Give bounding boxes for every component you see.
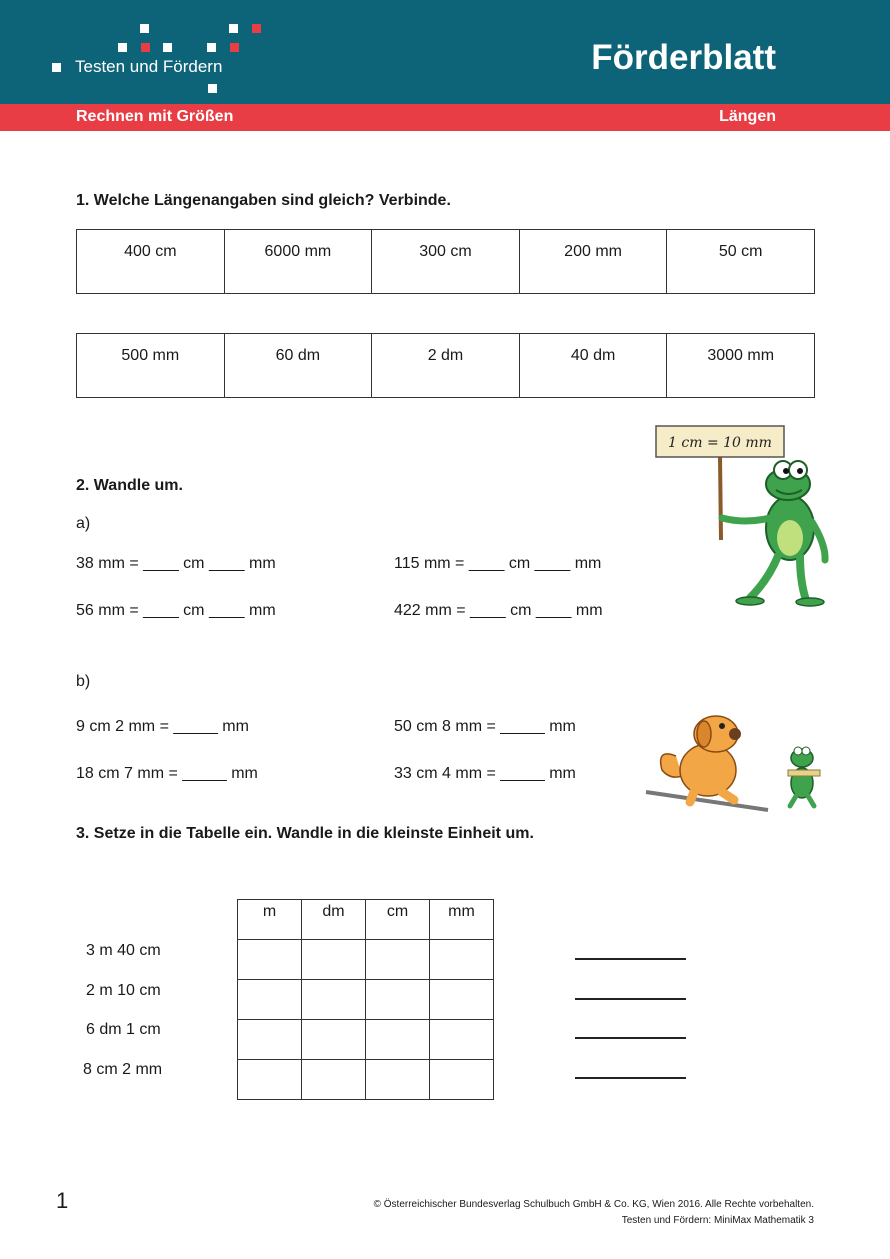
sign-post <box>720 456 721 540</box>
logo-text: Testen und Fördern <box>75 57 223 76</box>
conversion-exercise[interactable]: 33 cm 4 mm = _____ mm <box>394 765 576 782</box>
unit-column-header: cm <box>366 900 430 940</box>
logo-square <box>208 84 217 93</box>
page-number: 1 <box>56 1188 69 1213</box>
subtopic-label: Längen <box>719 108 776 125</box>
table-cell[interactable] <box>238 1020 302 1060</box>
table-cell[interactable] <box>302 940 366 980</box>
conversion-exercise[interactable]: 50 cm 8 mm = _____ mm <box>394 718 576 735</box>
sign-text: 1 cm = 10 mm <box>668 435 772 451</box>
table-row-label: 6 dm 1 cm <box>86 1021 161 1038</box>
unit-table <box>237 899 494 1100</box>
table-cell[interactable] <box>302 1060 366 1100</box>
small-frog-eye <box>802 747 810 755</box>
conversion-exercise[interactable]: 56 mm = ____ cm ____ mm <box>76 602 276 619</box>
publication-reference: Testen und Fördern: MiniMax Mathematik 3 <box>621 1215 814 1226</box>
topic-label: Rechnen mit Größen <box>76 108 234 125</box>
dog-tail <box>661 754 682 777</box>
frog-arm <box>722 518 770 521</box>
table-cell[interactable] <box>366 1020 430 1060</box>
conversion-exercise[interactable]: 38 mm = ____ cm ____ mm <box>76 555 276 572</box>
logo-square <box>141 43 150 52</box>
table-cell[interactable] <box>238 940 302 980</box>
length-box[interactable]: 200 mm <box>519 230 667 294</box>
length-box[interactable]: 6000 mm <box>224 230 372 294</box>
dog-nose <box>729 728 741 740</box>
length-box[interactable]: 3000 mm <box>667 334 815 398</box>
frog-pupil <box>797 468 803 474</box>
table-cell[interactable] <box>238 1060 302 1100</box>
length-box[interactable]: 2 dm <box>372 334 520 398</box>
small-frog-eye <box>794 747 802 755</box>
length-box[interactable]: 400 cm <box>77 230 225 294</box>
frog-arm <box>812 522 825 560</box>
table-cell[interactable] <box>430 1020 494 1060</box>
task3-heading: 3. Setze in die Tabelle ein. Wandle in die kleinste Einheit um. <box>76 825 534 842</box>
unit-column-header: m <box>238 900 302 940</box>
frog-leg <box>750 556 778 598</box>
table-cell[interactable] <box>430 980 494 1020</box>
dog-eye <box>719 723 725 729</box>
table-cell[interactable] <box>430 940 494 980</box>
length-box[interactable]: 500 mm <box>77 334 225 398</box>
frog-foot <box>796 598 824 606</box>
length-box[interactable]: 40 dm <box>519 334 667 398</box>
part-a-label: a) <box>76 515 91 532</box>
dog-ear <box>697 721 711 747</box>
answer-line[interactable] <box>575 958 686 960</box>
logo-square <box>140 24 149 33</box>
length-box[interactable]: 60 dm <box>224 334 372 398</box>
task1-heading: 1. Welche Längenangaben sind gleich? Verbinde. <box>76 192 451 209</box>
topic-bar <box>0 104 890 131</box>
logo-square <box>229 24 238 33</box>
answer-line[interactable] <box>575 1037 686 1039</box>
table-cell[interactable] <box>366 940 430 980</box>
length-box[interactable]: 50 cm <box>667 230 815 294</box>
logo-square <box>163 43 172 52</box>
measuring-tape <box>788 770 820 776</box>
part-b-label: b) <box>76 673 91 690</box>
logo-square <box>207 43 216 52</box>
answer-line[interactable] <box>575 998 686 1000</box>
table-cell[interactable] <box>238 980 302 1020</box>
task2-heading: 2. Wandle um. <box>76 477 183 494</box>
copyright-notice: © Österreichischer Bundesverlag Schulbuch GmbH & Co. KG, Wien 2016. Alle Rechte vorbehalten. <box>373 1199 814 1210</box>
task1-row2-table <box>76 333 815 398</box>
logo-square <box>118 43 127 52</box>
table-cell[interactable] <box>302 1020 366 1060</box>
frog-sign-illustration <box>640 420 840 615</box>
table-row-label: 2 m 10 cm <box>86 982 161 999</box>
logo-square <box>252 24 261 33</box>
table-cell[interactable] <box>302 980 366 1020</box>
conversion-exercise[interactable]: 115 mm = ____ cm ____ mm <box>394 555 602 572</box>
frog-pupil <box>783 468 789 474</box>
conversion-exercise[interactable]: 9 cm 2 mm = _____ mm <box>76 718 249 735</box>
frog-belly <box>777 520 803 556</box>
page-title: Förderblatt <box>591 38 776 77</box>
table-cell[interactable] <box>366 980 430 1020</box>
frog-foot <box>736 597 764 605</box>
unit-column-header: mm <box>430 900 494 940</box>
task1-row1-table <box>76 229 815 294</box>
frog-leg <box>800 556 806 600</box>
unit-column-header: dm <box>302 900 366 940</box>
dog-body <box>680 744 736 796</box>
answer-line[interactable] <box>575 1077 686 1079</box>
length-box[interactable]: 300 cm <box>372 230 520 294</box>
table-row-label: 8 cm 2 mm <box>83 1061 163 1078</box>
logo-bullet <box>52 63 61 72</box>
table-row-label: 3 m 40 cm <box>86 942 161 959</box>
table-cell[interactable] <box>430 1060 494 1100</box>
table-cell[interactable] <box>366 1060 430 1100</box>
conversion-exercise[interactable]: 18 cm 7 mm = _____ mm <box>76 765 258 782</box>
conversion-exercise[interactable]: 422 mm = ____ cm ____ mm <box>394 602 603 619</box>
dog-frog-ruler-illustration <box>642 708 837 816</box>
logo-square <box>230 43 239 52</box>
header-bar <box>0 0 890 104</box>
